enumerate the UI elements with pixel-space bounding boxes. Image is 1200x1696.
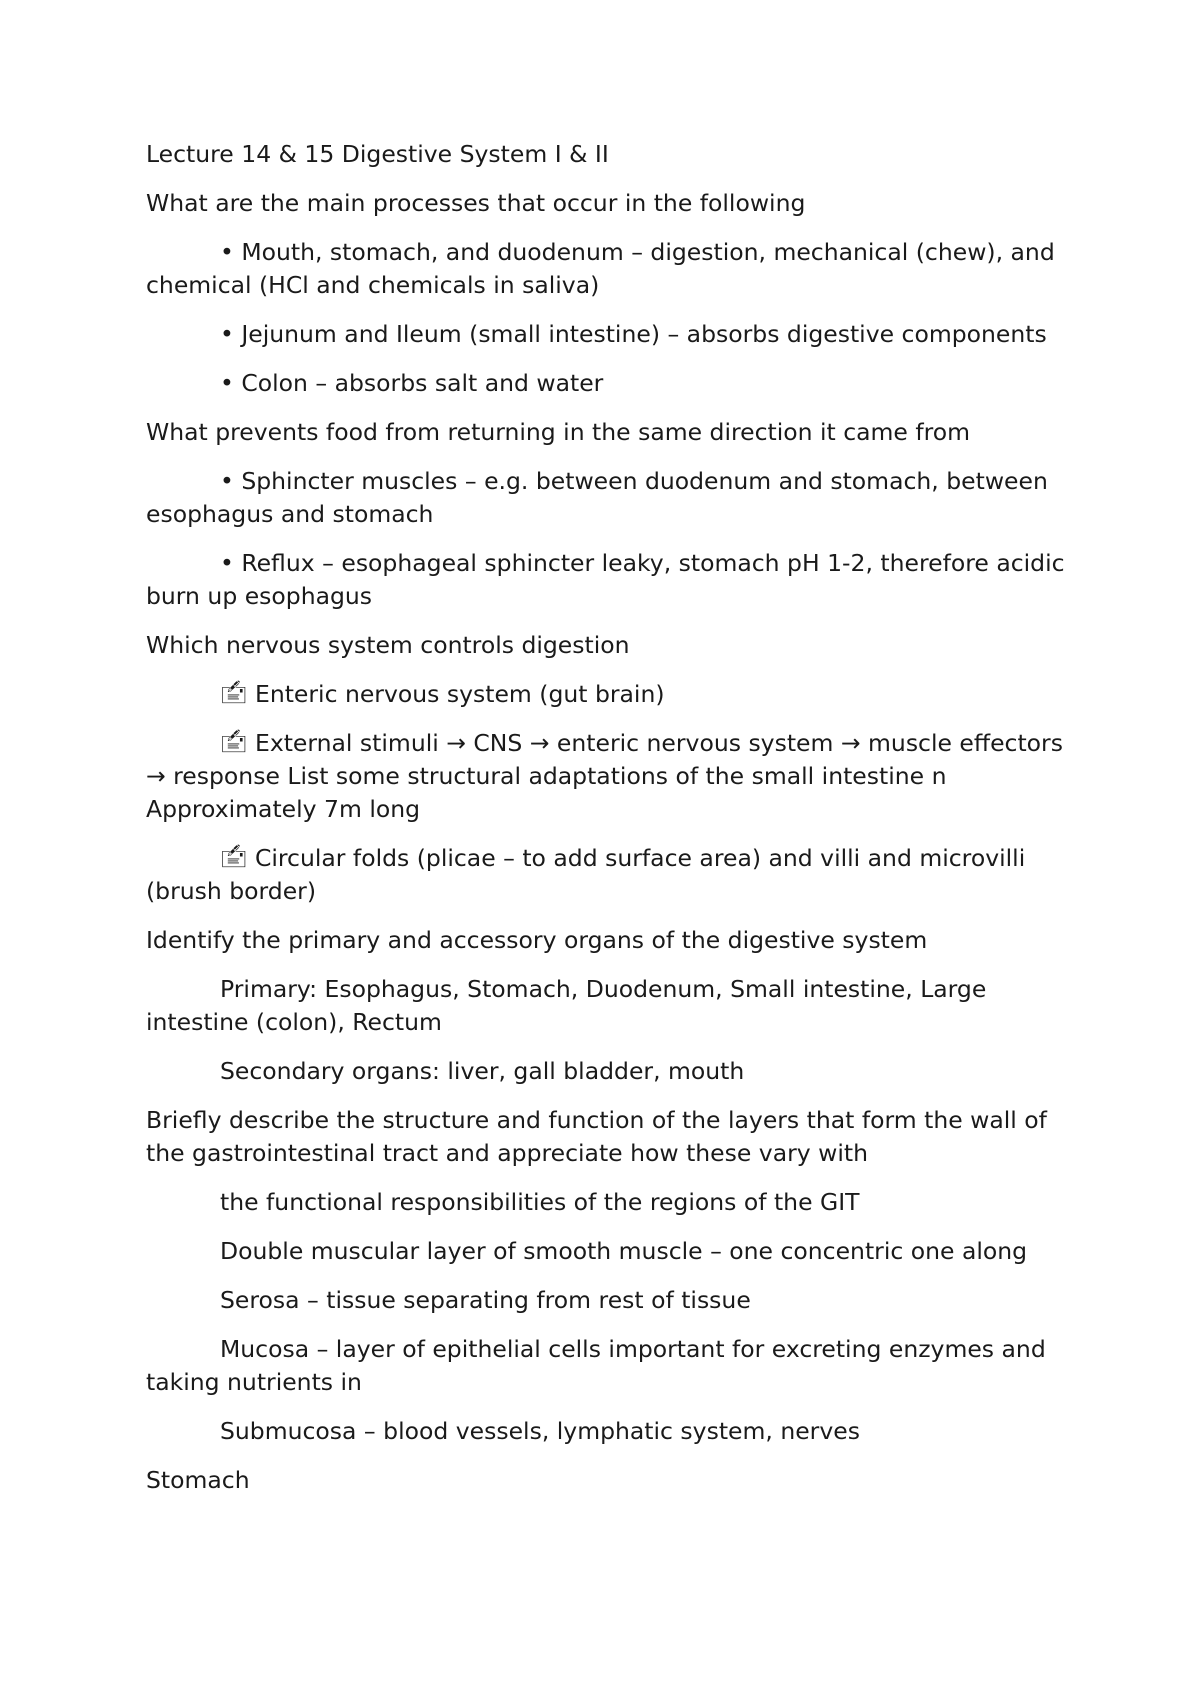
question-heading-processes: What are the main processes that occur in the following [146,189,806,217]
question-heading-nervous-system: Which nervous system controls digestion [146,631,630,659]
list-item: 🖆 Enteric nervous system (gut brain) [220,680,665,708]
list-item: Primary: Esophagus, Stomach, Duodenum, Small intestine, Large intestine (colon), Rectum [146,975,987,1036]
list-item: Submucosa – blood vessels, lymphatic system, nerves [220,1417,860,1445]
list-item: • Sphincter muscles – e.g. between duodenum and stomach, between esophagus and stomach [146,467,1048,528]
list-item: Secondary organs: liver, gall bladder, mouth [220,1057,745,1085]
section-heading-stomach: Stomach [146,1466,250,1494]
list-item: the functional responsibilities of the regions of the GIT [220,1188,860,1216]
list-item: • Colon – absorbs salt and water [220,369,604,397]
list-item: 🖆 Circular folds (plicae – to add surface area) and villi and microvilli (brush border) [146,844,1026,905]
list-item: • Reflux – esophageal sphincter leaky, stomach pH 1-2, therefore acidic burn up esophagus [146,549,1065,610]
list-item: Serosa – tissue separating from rest of tissue [220,1286,751,1314]
question-heading-layers: Briefly describe the structure and function of the layers that form the wall of the gastrointestinal tract and appreciate how these vary with [146,1106,1047,1167]
list-item: Mucosa – layer of epithelial cells important for excreting enzymes and taking nutrients in [146,1335,1046,1396]
list-item: • Mouth, stomach, and duodenum – digestion, mechanical (chew), and chemical (HCl and chemicals in saliva) [146,238,1055,299]
question-heading-food-return: What prevents food from returning in the same direction it came from [146,418,971,446]
list-item: • Jejunum and Ileum (small intestine) – absorbs digestive components [220,320,1047,348]
question-heading-organs: Identify the primary and accessory organs of the digestive system [146,926,928,954]
list-item: Double muscular layer of smooth muscle – one concentric one along [220,1237,1028,1265]
document-body [146,138,1066,1513]
list-item: 🖆 External stimuli → CNS → enteric nervous system → muscle effectors → response List some structural adaptations of the small intestine n Approximately 7m long [146,729,1063,823]
document-title: Lecture 14 & 15 Digestive System I & II [146,140,609,168]
